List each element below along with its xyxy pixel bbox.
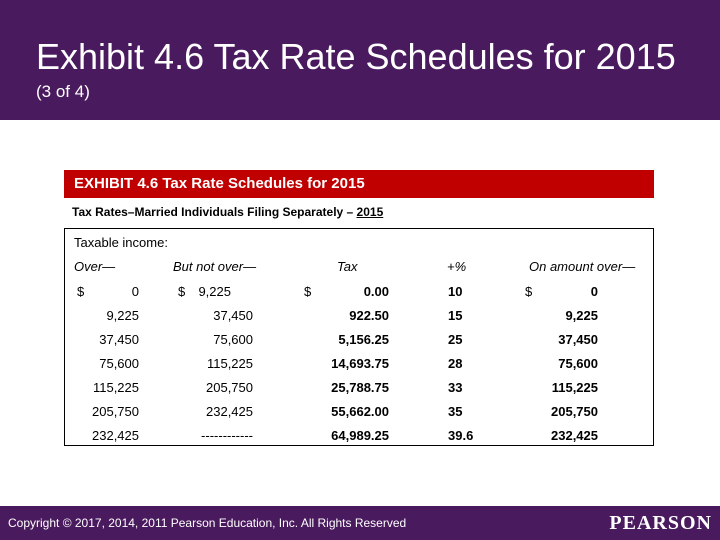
cell-not-over: 37,450 (213, 308, 253, 323)
cell-pct: 39.6 (448, 428, 474, 443)
cell-pct: 15 (448, 308, 463, 323)
header-over: Over— (74, 259, 116, 274)
cell-over: 205,750 (92, 404, 139, 419)
cell-pct: 28 (448, 356, 463, 371)
cell-not-over: 115,225 (206, 356, 253, 371)
cell-tax: 55,662.00 (331, 404, 389, 419)
currency-on-amount: $ (525, 284, 533, 299)
schedule-title-text: Tax Rates–Married Individuals Filing Separately – (72, 205, 357, 219)
slide-title: Exhibit 4.6 Tax Rate Schedules for 2015 (36, 36, 676, 77)
cell-on-amount: 9,225 (565, 308, 598, 323)
slide-header (0, 0, 720, 120)
cell-over: 75,600 (99, 356, 139, 371)
cell-tax: 0.00 (363, 284, 389, 299)
cell-over: 37,450 (99, 332, 139, 347)
schedule-title (72, 205, 383, 219)
cell-tax: 14,693.75 (331, 356, 389, 371)
cell-pct: 10 (448, 284, 463, 299)
cell-not-over: 205,750 (206, 380, 253, 395)
cell-tax: 25,788.75 (331, 380, 389, 395)
cell-over: 0 (131, 284, 139, 299)
header-plus-pct: +% (447, 259, 467, 274)
cell-on-amount: 75,600 (558, 356, 598, 371)
cell-over: 115,225 (92, 380, 139, 395)
schedule-year: 2015 (356, 205, 384, 219)
cell-pct: 35 (448, 404, 463, 419)
cell-on-amount: 0 (590, 284, 598, 299)
cell-tax: 922.50 (349, 308, 389, 323)
cell-not-over: 9,225 (198, 284, 231, 299)
slide-subtitle: (3 of 4) (36, 82, 90, 101)
cell-on-amount: 37,450 (558, 332, 598, 347)
cell-tax: 5,156.25 (338, 332, 389, 347)
tax-rate-table (64, 228, 654, 446)
section-label: Taxable income: (74, 235, 168, 250)
cell-on-amount: 115,225 (551, 380, 598, 395)
currency-tax: $ (304, 284, 312, 299)
slide-footer (0, 506, 720, 540)
cell-not-over: 232,425 (206, 404, 253, 419)
currency-not-over: $ (178, 284, 186, 299)
cell-not-over: ------------ (201, 428, 253, 443)
cell-tax: 64,989.25 (331, 428, 389, 443)
exhibit-title-bar (64, 170, 654, 198)
header-not-over: But not over— (173, 259, 257, 274)
cell-not-over: 75,600 (213, 332, 253, 347)
copyright-text: Copyright © 2017, 2014, 2011 Pearson Education, Inc. All Rights Reserved (8, 516, 407, 530)
currency-over: $ (77, 284, 85, 299)
cell-on-amount: 232,425 (551, 428, 598, 443)
header-tax: Tax (337, 259, 358, 274)
header-on-amount: On amount over— (529, 259, 636, 274)
cell-pct: 25 (448, 332, 463, 347)
exhibit-title: Tax Rate Schedules for 2015 (158, 175, 365, 192)
cell-over: 232,425 (92, 428, 139, 443)
exhibit-label: EXHIBIT 4.6 (74, 175, 159, 192)
cell-pct: 33 (448, 380, 463, 395)
pearson-logo: PEARSON (609, 512, 712, 534)
cell-on-amount: 205,750 (551, 404, 598, 419)
cell-over: 9,225 (106, 308, 139, 323)
